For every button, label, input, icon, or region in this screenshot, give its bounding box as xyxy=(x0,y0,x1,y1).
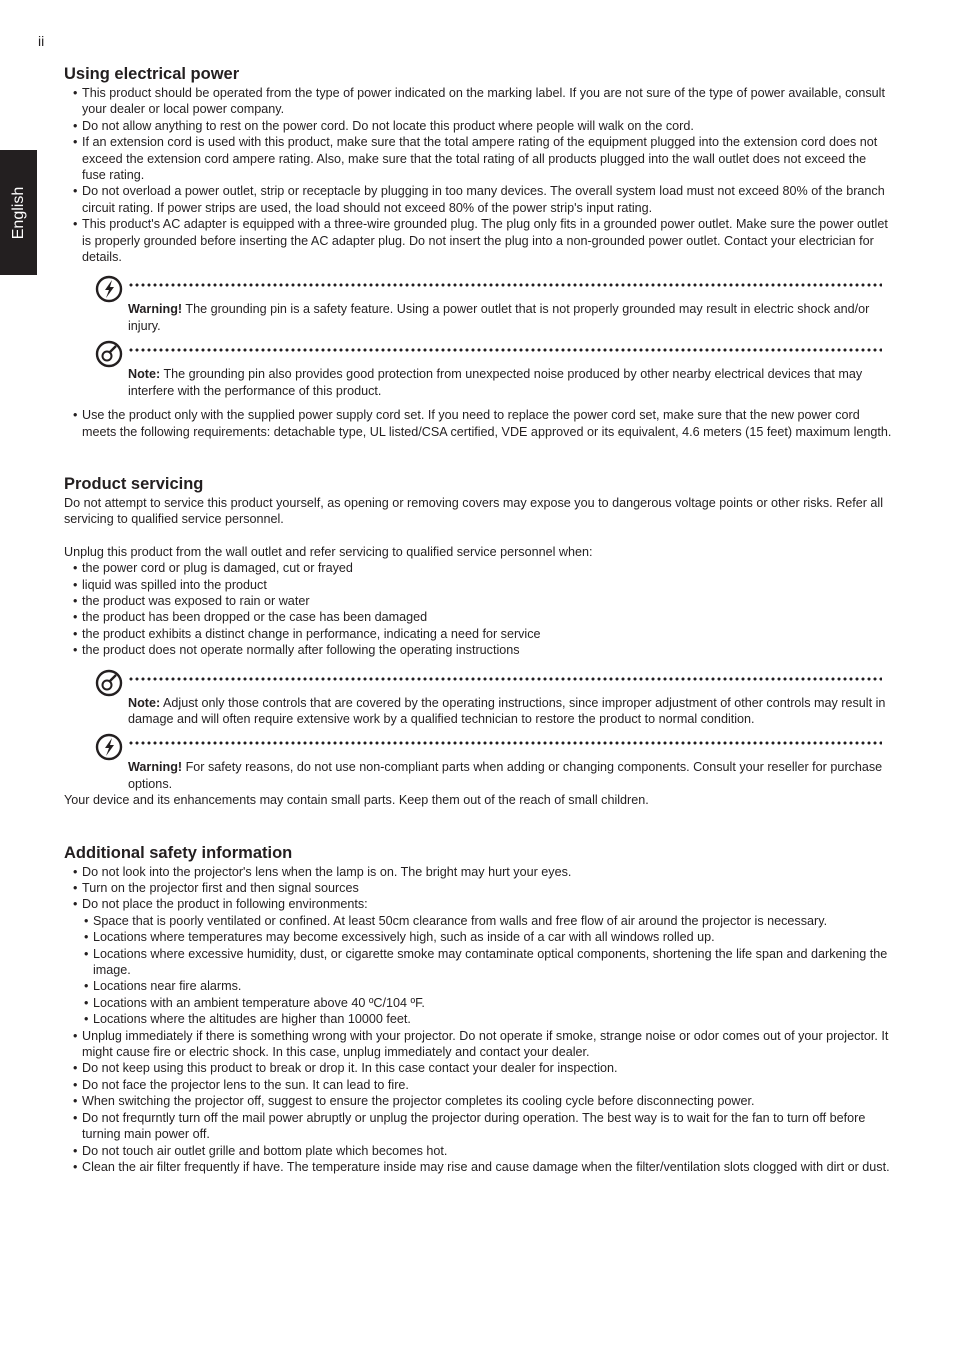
list-item: • Do not overload a power outlet, strip or receptacle by plugging in too many devices. The overall system load must not exceed 80% of the branch circuit rating. If power strips are used, the load should not exceed 80% of the power strip's input rating. xyxy=(64,183,892,216)
servicing-paragraph: Unplug this product from the wall outlet and refer servicing to qualified service personnel when: xyxy=(64,544,593,559)
list-item: • Locations where temperatures may become excessively high, such as inside of a car with all windows rolled up. xyxy=(64,929,892,945)
warning-notice xyxy=(64,283,892,334)
list-item: • Use the product only with the supplied power supply cord set. If you need to replace the power cord set, make sure that the new power cord meets the following requirements: detachable type, UL listed/CSA certified, VDE approved or its equivalent, 4.6 meters (15 feet) maximum length. xyxy=(64,407,892,440)
note-label: Note: xyxy=(128,367,161,382)
note-notice xyxy=(64,677,892,728)
list-item: • Do not touch air outlet grille and bottom plate which becomes hot. xyxy=(64,1143,892,1159)
list-item: • Do not face the projector lens to the sun. It can lead to fire. xyxy=(64,1077,892,1093)
list-item: • the product exhibits a distinct change in performance, indicating a need for service xyxy=(64,626,892,642)
list-item: • Do not keep using this product to break or drop it. In this case contact your dealer for inspection. xyxy=(64,1060,892,1076)
electrical-list xyxy=(64,85,892,265)
list-item: • the product was exposed to rain or water xyxy=(64,593,892,609)
warning-text: For safety reasons, do not use non-compliant parts when adding or changing components. Consult your reseller for purchase options. xyxy=(128,760,883,791)
list-item: • Locations where excessive humidity, dust, or cigarette smoke may contaminate optical components, shortening the life span and darkening the image. xyxy=(64,946,892,979)
language-tab-label: English xyxy=(9,186,27,239)
list-item: • Locations with an ambient temperature above 40 ºC/104 ºF. xyxy=(64,995,892,1011)
note-text: The grounding pin also provides good protection from unexpected noise produced by other nearby electrical devices that may interfere with the performance of this product. xyxy=(128,367,863,398)
environment-sublist xyxy=(64,913,892,1028)
warning-label: Warning! xyxy=(128,302,183,317)
list-item: • Do not look into the projector's lens when the lamp is on. The bright may hurt your eyes. xyxy=(64,864,892,880)
page-number: ii xyxy=(38,33,45,49)
additional-list-2 xyxy=(64,1028,892,1176)
list-item: • If an extension cord is used with this product, make sure that the total ampere rating of the equipment plugged into the extension cord does not exceed the extension cord ampere rating. Also, make sure that the total rating of all products plugged into the wall outlet does not exceed the fuse rating. xyxy=(64,134,892,183)
list-item: • Locations where the altitudes are higher than 10000 feet. xyxy=(64,1011,892,1027)
warning-lightning-icon xyxy=(95,275,123,303)
servicing-list xyxy=(64,560,892,658)
list-item: • This product's AC adapter is equipped with a three-wire grounded plug. The plug only fits in a grounded power outlet. Make sure the power outlet is properly grounded before inserting the AC adapter plug. Do not insert the plug into a non-grounded power outlet. Contact your electrician for details. xyxy=(64,216,892,265)
list-item: • When switching the projector off, suggest to ensure the projector completes its cooling cycle before disconnecting power. xyxy=(64,1093,892,1109)
list-item: • Do not place the product in following environments: xyxy=(64,896,892,912)
dotted-divider xyxy=(128,283,882,287)
servicing-paragraph: Do not attempt to service this product yourself, as opening or removing covers may expose you to dangerous voltage points or other risks. Refer all servicing to qualified service personnel. xyxy=(64,495,884,527)
warning-notice xyxy=(64,741,892,792)
list-item: • the power cord or plug is damaged, cut or frayed xyxy=(64,560,892,576)
warning-label: Warning! xyxy=(128,760,183,775)
list-item: • liquid was spilled into the product xyxy=(64,577,892,593)
list-item: • Do not frequrntly turn off the mail power abruptly or unplug the projector during operation. The best way is to wait for the fan to turn off before turning main power off. xyxy=(64,1110,892,1143)
list-item: • Turn on the projector first and then signal sources xyxy=(64,880,892,896)
note-text: Adjust only those controls that are covered by the operating instructions, since improper adjustment of other controls may result in damage and will often require extensive work by a qualified technician to restore the product to normal condition. xyxy=(128,695,886,726)
list-item: • the product does not operate normally after following the operating instructions xyxy=(64,642,892,658)
list-item: • Space that is poorly ventilated or confined. At least 50cm clearance from walls and free flow of air around the projector is necessary. xyxy=(64,913,892,929)
additional-list xyxy=(64,864,892,913)
dotted-divider xyxy=(128,741,882,745)
warning-text: The grounding pin is a safety feature. Using a power outlet that is not properly grounded may result in electric shock and/or injury. xyxy=(128,302,870,333)
list-item: • Clean the air filter frequently if have. The temperature inside may rise and cause damage when the filter/ventilation slots clogged with dirt or dust. xyxy=(64,1159,892,1175)
language-tab xyxy=(0,150,37,275)
note-label: Note: xyxy=(128,695,161,710)
note-pen-icon xyxy=(95,340,123,368)
servicing-paragraph: Your device and its enhancements may contain small parts. Keep them out of the reach of small children. xyxy=(64,793,649,808)
list-item: • Do not allow anything to rest on the power cord. Do not locate this product where people will walk on the cord. xyxy=(64,118,892,134)
section-title-servicing: Product servicing xyxy=(64,474,204,493)
document-body xyxy=(64,64,892,1175)
dotted-divider xyxy=(128,348,882,352)
list-item: • Locations near fire alarms. xyxy=(64,978,892,994)
warning-lightning-icon xyxy=(95,733,123,761)
section-title-electrical: Using electrical power xyxy=(64,65,240,83)
section-title-additional: Additional safety information xyxy=(64,843,293,862)
list-item: • This product should be operated from the type of power indicated on the marking label. If you are not sure of the type of power available, consult your dealer or local power company. xyxy=(64,85,892,118)
list-item: • Unplug immediately if there is something wrong with your projector. Do not operate if smoke, strange noise or odor comes out of your projector. It might cause fire or electric shock. In this case, unplug immediately and contact your dealer. xyxy=(64,1028,892,1061)
dotted-divider xyxy=(128,677,882,681)
list-item: • the product has been dropped or the case has been damaged xyxy=(64,609,892,625)
note-notice xyxy=(64,348,892,399)
note-pen-icon xyxy=(95,669,123,697)
electrical-list-2 xyxy=(64,407,892,440)
